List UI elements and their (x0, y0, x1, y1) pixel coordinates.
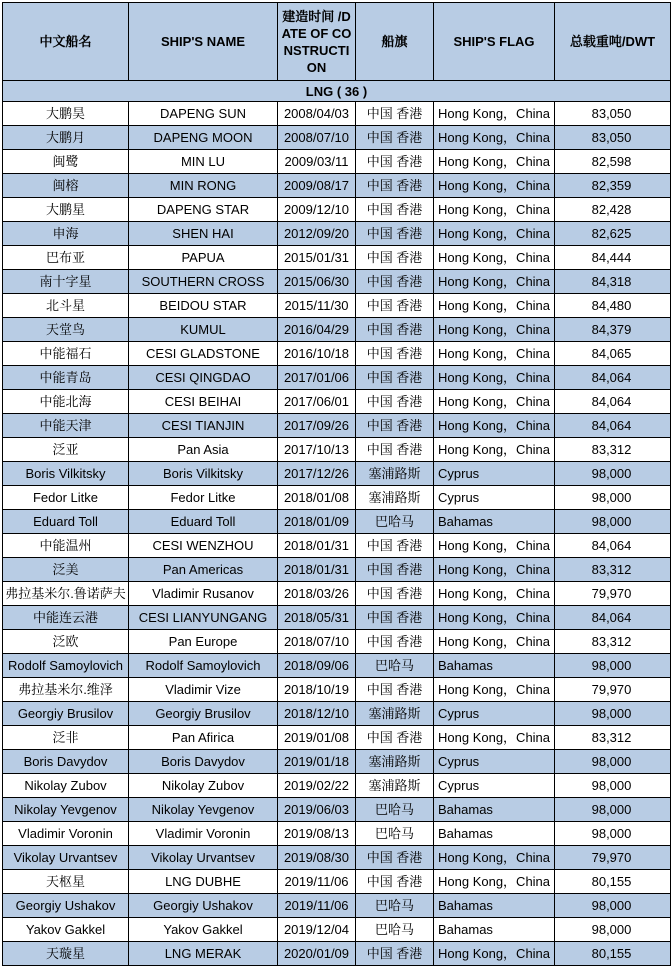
header-flag-cn: 船旗 (356, 3, 434, 81)
table-row (3, 630, 671, 654)
cell-flag-en: Hong Kong，China (434, 558, 555, 582)
cell-flag-en: Cyprus (434, 462, 555, 486)
cell-flag-cn: 中国 香港 (356, 102, 434, 126)
cell-ship-name: DAPENG STAR (129, 198, 278, 222)
cell-dwt: 98,000 (555, 750, 671, 774)
cell-flag-cn: 塞浦路斯 (356, 774, 434, 798)
cell-flag-en: Hong Kong，China (434, 150, 555, 174)
cell-ship-name: CESI LIANYUNGANG (129, 606, 278, 630)
cell-flag-en: Hong Kong，China (434, 678, 555, 702)
cell-date: 2018/12/10 (278, 702, 356, 726)
cell-flag-cn: 中国 香港 (356, 414, 434, 438)
cell-flag-en: Bahamas (434, 918, 555, 942)
cell-cn-name: 中能北海 (3, 390, 129, 414)
table-row (3, 894, 671, 918)
cell-flag-cn: 中国 香港 (356, 582, 434, 606)
cell-dwt: 84,064 (555, 390, 671, 414)
cell-flag-en: Cyprus (434, 702, 555, 726)
cell-flag-cn: 中国 香港 (356, 438, 434, 462)
cell-flag-en: Hong Kong，China (434, 534, 555, 558)
cell-dwt: 82,428 (555, 198, 671, 222)
table-row (3, 486, 671, 510)
cell-ship-name: LNG DUBHE (129, 870, 278, 894)
cell-date: 2018/01/31 (278, 534, 356, 558)
cell-flag-en: Hong Kong，China (434, 726, 555, 750)
table-row (3, 654, 671, 678)
cell-flag-cn: 中国 香港 (356, 366, 434, 390)
fleet-body (3, 81, 671, 966)
cell-ship-name: Pan Afirica (129, 726, 278, 750)
cell-flag-en: Hong Kong，China (434, 630, 555, 654)
cell-ship-name: Pan Europe (129, 630, 278, 654)
cell-dwt: 98,000 (555, 654, 671, 678)
cell-ship-name: Fedor Litke (129, 486, 278, 510)
cell-date: 2017/10/13 (278, 438, 356, 462)
cell-cn-name: 天堂鸟 (3, 318, 129, 342)
cell-dwt: 83,312 (555, 558, 671, 582)
cell-cn-name: Boris Vilkitsky (3, 462, 129, 486)
table-row (3, 702, 671, 726)
cell-dwt: 98,000 (555, 702, 671, 726)
cell-ship-name: CESI BEIHAI (129, 390, 278, 414)
cell-date: 2015/11/30 (278, 294, 356, 318)
cell-flag-cn: 中国 香港 (356, 558, 434, 582)
cell-ship-name: Boris Davydov (129, 750, 278, 774)
cell-cn-name: Nikolay Yevgenov (3, 798, 129, 822)
cell-dwt: 82,359 (555, 174, 671, 198)
cell-cn-name: 中能福石 (3, 342, 129, 366)
cell-dwt: 83,312 (555, 438, 671, 462)
cell-flag-en: Hong Kong，China (434, 870, 555, 894)
cell-ship-name: Georgiy Brusilov (129, 702, 278, 726)
table-row (3, 774, 671, 798)
cell-flag-en: Hong Kong，China (434, 582, 555, 606)
cell-ship-name: Nikolay Zubov (129, 774, 278, 798)
table-row (3, 870, 671, 894)
cell-dwt: 84,444 (555, 246, 671, 270)
cell-flag-cn: 巴哈马 (356, 894, 434, 918)
cell-ship-name: PAPUA (129, 246, 278, 270)
cell-cn-name: Yakov Gakkel (3, 918, 129, 942)
cell-ship-name: Pan Asia (129, 438, 278, 462)
cell-date: 2019/12/04 (278, 918, 356, 942)
cell-flag-en: Hong Kong，China (434, 126, 555, 150)
cell-flag-cn: 中国 香港 (356, 870, 434, 894)
cell-cn-name: 大鹏昊 (3, 102, 129, 126)
cell-flag-en: Hong Kong，China (434, 318, 555, 342)
table-row (3, 174, 671, 198)
cell-cn-name: 闽榕 (3, 174, 129, 198)
cell-flag-en: Hong Kong，China (434, 942, 555, 966)
cell-flag-en: Hong Kong，China (434, 390, 555, 414)
cell-dwt: 83,050 (555, 102, 671, 126)
cell-cn-name: Nikolay Zubov (3, 774, 129, 798)
table-row (3, 126, 671, 150)
header-ship-name: SHIP'S NAME (129, 3, 278, 81)
cell-ship-name: KUMUL (129, 318, 278, 342)
cell-cn-name: 泛美 (3, 558, 129, 582)
cell-dwt: 79,970 (555, 846, 671, 870)
table-row (3, 342, 671, 366)
cell-cn-name: 中能温州 (3, 534, 129, 558)
cell-flag-en: Hong Kong，China (434, 174, 555, 198)
cell-flag-cn: 中国 香港 (356, 246, 434, 270)
cell-ship-name: Vladimir Rusanov (129, 582, 278, 606)
cell-date: 2018/05/31 (278, 606, 356, 630)
table-row (3, 270, 671, 294)
cell-flag-cn: 巴哈马 (356, 822, 434, 846)
cell-dwt: 79,970 (555, 582, 671, 606)
cell-flag-en: Bahamas (434, 894, 555, 918)
cell-cn-name: Vikolay Urvantsev (3, 846, 129, 870)
cell-ship-name: Georgiy Ushakov (129, 894, 278, 918)
cell-flag-cn: 塞浦路斯 (356, 462, 434, 486)
table-row (3, 534, 671, 558)
cell-ship-name: SHEN HAI (129, 222, 278, 246)
cell-ship-name: CESI GLADSTONE (129, 342, 278, 366)
cell-flag-cn: 中国 香港 (356, 270, 434, 294)
cell-cn-name: 弗拉基米尔.维泽 (3, 678, 129, 702)
cell-date: 2017/09/26 (278, 414, 356, 438)
cell-cn-name: Rodolf Samoylovich (3, 654, 129, 678)
cell-flag-en: Bahamas (434, 510, 555, 534)
cell-cn-name: 泛非 (3, 726, 129, 750)
table-row (3, 366, 671, 390)
cell-flag-en: Bahamas (434, 798, 555, 822)
cell-cn-name: 中能青岛 (3, 366, 129, 390)
cell-cn-name: 中能天津 (3, 414, 129, 438)
cell-ship-name: CESI TIANJIN (129, 414, 278, 438)
cell-dwt: 82,598 (555, 150, 671, 174)
header-flag-en: SHIP'S FLAG (434, 3, 555, 81)
table-row (3, 438, 671, 462)
cell-flag-cn: 中国 香港 (356, 390, 434, 414)
cell-date: 2020/01/09 (278, 942, 356, 966)
header-row (3, 3, 671, 81)
cell-date: 2009/03/11 (278, 150, 356, 174)
cell-flag-cn: 中国 香港 (356, 222, 434, 246)
cell-flag-cn: 中国 香港 (356, 678, 434, 702)
table-row (3, 198, 671, 222)
section-label: LNG ( 36 ) (3, 81, 671, 102)
cell-date: 2016/04/29 (278, 318, 356, 342)
table-row (3, 606, 671, 630)
cell-cn-name: 南十字星 (3, 270, 129, 294)
cell-dwt: 84,480 (555, 294, 671, 318)
cell-cn-name: Fedor Litke (3, 486, 129, 510)
cell-dwt: 80,155 (555, 870, 671, 894)
header-date: 建造时间 /DATE OF CONSTRUCTION (278, 3, 356, 81)
cell-flag-cn: 中国 香港 (356, 534, 434, 558)
cell-dwt: 84,064 (555, 414, 671, 438)
cell-cn-name: 大鹏月 (3, 126, 129, 150)
cell-date: 2019/01/08 (278, 726, 356, 750)
cell-cn-name: 天璇星 (3, 942, 129, 966)
cell-flag-cn: 中国 香港 (356, 198, 434, 222)
cell-cn-name: 巴布亚 (3, 246, 129, 270)
cell-cn-name: Georgiy Ushakov (3, 894, 129, 918)
cell-flag-en: Hong Kong，China (434, 222, 555, 246)
table-row (3, 822, 671, 846)
table-row (3, 462, 671, 486)
cell-flag-cn: 塞浦路斯 (356, 750, 434, 774)
cell-dwt: 84,064 (555, 534, 671, 558)
cell-dwt: 84,065 (555, 342, 671, 366)
cell-cn-name: 泛亚 (3, 438, 129, 462)
table-row (3, 846, 671, 870)
cell-dwt: 98,000 (555, 894, 671, 918)
cell-date: 2018/10/19 (278, 678, 356, 702)
cell-flag-cn: 中国 香港 (356, 606, 434, 630)
header-dwt: 总载重吨/DWT (555, 3, 671, 81)
cell-date: 2008/04/03 (278, 102, 356, 126)
cell-dwt: 84,064 (555, 606, 671, 630)
table-row (3, 390, 671, 414)
cell-flag-cn: 塞浦路斯 (356, 486, 434, 510)
cell-cn-name: 弗拉基米尔.鲁诺萨夫 (3, 582, 129, 606)
cell-cn-name: Boris Davydov (3, 750, 129, 774)
cell-ship-name: Eduard Toll (129, 510, 278, 534)
cell-ship-name: DAPENG SUN (129, 102, 278, 126)
cell-flag-cn: 塞浦路斯 (356, 702, 434, 726)
cell-date: 2019/11/06 (278, 894, 356, 918)
table-row (3, 678, 671, 702)
cell-flag-en: Hong Kong，China (434, 846, 555, 870)
cell-ship-name: MIN LU (129, 150, 278, 174)
table-row (3, 582, 671, 606)
cell-date: 2019/08/13 (278, 822, 356, 846)
table-row (3, 246, 671, 270)
cell-flag-en: Bahamas (434, 654, 555, 678)
cell-flag-en: Hong Kong，China (434, 438, 555, 462)
cell-flag-en: Hong Kong，China (434, 366, 555, 390)
table-row (3, 510, 671, 534)
cell-flag-cn: 中国 香港 (356, 318, 434, 342)
table-row (3, 150, 671, 174)
cell-dwt: 98,000 (555, 510, 671, 534)
cell-date: 2015/01/31 (278, 246, 356, 270)
table-row (3, 102, 671, 126)
cell-flag-en: Hong Kong，China (434, 606, 555, 630)
cell-date: 2019/06/03 (278, 798, 356, 822)
cell-dwt: 82,625 (555, 222, 671, 246)
cell-dwt: 98,000 (555, 822, 671, 846)
cell-ship-name: Nikolay Yevgenov (129, 798, 278, 822)
cell-flag-cn: 巴哈马 (356, 654, 434, 678)
cell-date: 2018/01/09 (278, 510, 356, 534)
cell-dwt: 98,000 (555, 798, 671, 822)
cell-date: 2015/06/30 (278, 270, 356, 294)
cell-dwt: 98,000 (555, 918, 671, 942)
cell-dwt: 83,050 (555, 126, 671, 150)
cell-ship-name: BEIDOU STAR (129, 294, 278, 318)
cell-flag-cn: 中国 香港 (356, 126, 434, 150)
cell-date: 2017/01/06 (278, 366, 356, 390)
table-row (3, 558, 671, 582)
cell-flag-en: Cyprus (434, 774, 555, 798)
cell-flag-en: Cyprus (434, 750, 555, 774)
cell-flag-cn: 巴哈马 (356, 918, 434, 942)
cell-cn-name: 闽鹭 (3, 150, 129, 174)
cell-date: 2019/02/22 (278, 774, 356, 798)
cell-ship-name: LNG MERAK (129, 942, 278, 966)
cell-cn-name: 北斗星 (3, 294, 129, 318)
cell-cn-name: 大鹏星 (3, 198, 129, 222)
cell-flag-cn: 中国 香港 (356, 630, 434, 654)
table-row (3, 222, 671, 246)
cell-date: 2009/12/10 (278, 198, 356, 222)
cell-date: 2018/03/26 (278, 582, 356, 606)
cell-ship-name: Vladimir Vize (129, 678, 278, 702)
header-cn-name: 中文船名 (3, 3, 129, 81)
table-row (3, 750, 671, 774)
cell-dwt: 84,064 (555, 366, 671, 390)
cell-flag-cn: 中国 香港 (356, 294, 434, 318)
cell-ship-name: Yakov Gakkel (129, 918, 278, 942)
cell-ship-name: Pan Americas (129, 558, 278, 582)
cell-ship-name: SOUTHERN CROSS (129, 270, 278, 294)
table-row (3, 318, 671, 342)
cell-ship-name: CESI WENZHOU (129, 534, 278, 558)
cell-cn-name: 泛欧 (3, 630, 129, 654)
cell-date: 2019/08/30 (278, 846, 356, 870)
cell-ship-name: DAPENG MOON (129, 126, 278, 150)
table-row (3, 798, 671, 822)
cell-flag-en: Hong Kong，China (434, 270, 555, 294)
cell-date: 2018/01/08 (278, 486, 356, 510)
cell-dwt: 83,312 (555, 726, 671, 750)
cell-date: 2018/01/31 (278, 558, 356, 582)
cell-flag-en: Hong Kong，China (434, 342, 555, 366)
cell-flag-cn: 中国 香港 (356, 846, 434, 870)
table-row (3, 414, 671, 438)
cell-flag-cn: 中国 香港 (356, 342, 434, 366)
cell-cn-name: Georgiy Brusilov (3, 702, 129, 726)
cell-flag-cn: 中国 香港 (356, 942, 434, 966)
cell-cn-name: 天枢星 (3, 870, 129, 894)
cell-flag-en: Bahamas (434, 822, 555, 846)
cell-date: 2016/10/18 (278, 342, 356, 366)
cell-date: 2012/09/20 (278, 222, 356, 246)
cell-cn-name: Vladimir Voronin (3, 822, 129, 846)
cell-flag-en: Hong Kong，China (434, 102, 555, 126)
cell-ship-name: Boris Vilkitsky (129, 462, 278, 486)
cell-cn-name: 中能连云港 (3, 606, 129, 630)
cell-dwt: 98,000 (555, 462, 671, 486)
cell-dwt: 79,970 (555, 678, 671, 702)
cell-date: 2018/09/06 (278, 654, 356, 678)
cell-dwt: 84,379 (555, 318, 671, 342)
cell-dwt: 98,000 (555, 486, 671, 510)
fleet-table (2, 2, 671, 966)
cell-date: 2009/08/17 (278, 174, 356, 198)
cell-flag-en: Hong Kong，China (434, 294, 555, 318)
table-row (3, 942, 671, 966)
cell-cn-name: 申海 (3, 222, 129, 246)
cell-dwt: 80,155 (555, 942, 671, 966)
cell-flag-cn: 巴哈马 (356, 798, 434, 822)
table-row (3, 918, 671, 942)
cell-date: 2017/06/01 (278, 390, 356, 414)
cell-dwt: 98,000 (555, 774, 671, 798)
cell-flag-cn: 巴哈马 (356, 510, 434, 534)
cell-dwt: 84,318 (555, 270, 671, 294)
cell-flag-cn: 中国 香港 (356, 150, 434, 174)
cell-ship-name: Vladimir Voronin (129, 822, 278, 846)
cell-date: 2017/12/26 (278, 462, 356, 486)
cell-flag-en: Cyprus (434, 486, 555, 510)
cell-cn-name: Eduard Toll (3, 510, 129, 534)
cell-ship-name: Vikolay Urvantsev (129, 846, 278, 870)
table-row (3, 294, 671, 318)
cell-flag-cn: 中国 香港 (356, 726, 434, 750)
table-row (3, 726, 671, 750)
cell-flag-cn: 中国 香港 (356, 174, 434, 198)
cell-ship-name: MIN RONG (129, 174, 278, 198)
cell-ship-name: CESI QINGDAO (129, 366, 278, 390)
cell-flag-en: Hong Kong，China (434, 414, 555, 438)
cell-date: 2019/11/06 (278, 870, 356, 894)
cell-dwt: 83,312 (555, 630, 671, 654)
section-row (3, 81, 671, 102)
cell-date: 2018/07/10 (278, 630, 356, 654)
cell-date: 2019/01/18 (278, 750, 356, 774)
cell-date: 2008/07/10 (278, 126, 356, 150)
cell-flag-en: Hong Kong，China (434, 198, 555, 222)
cell-ship-name: Rodolf Samoylovich (129, 654, 278, 678)
cell-flag-en: Hong Kong，China (434, 246, 555, 270)
